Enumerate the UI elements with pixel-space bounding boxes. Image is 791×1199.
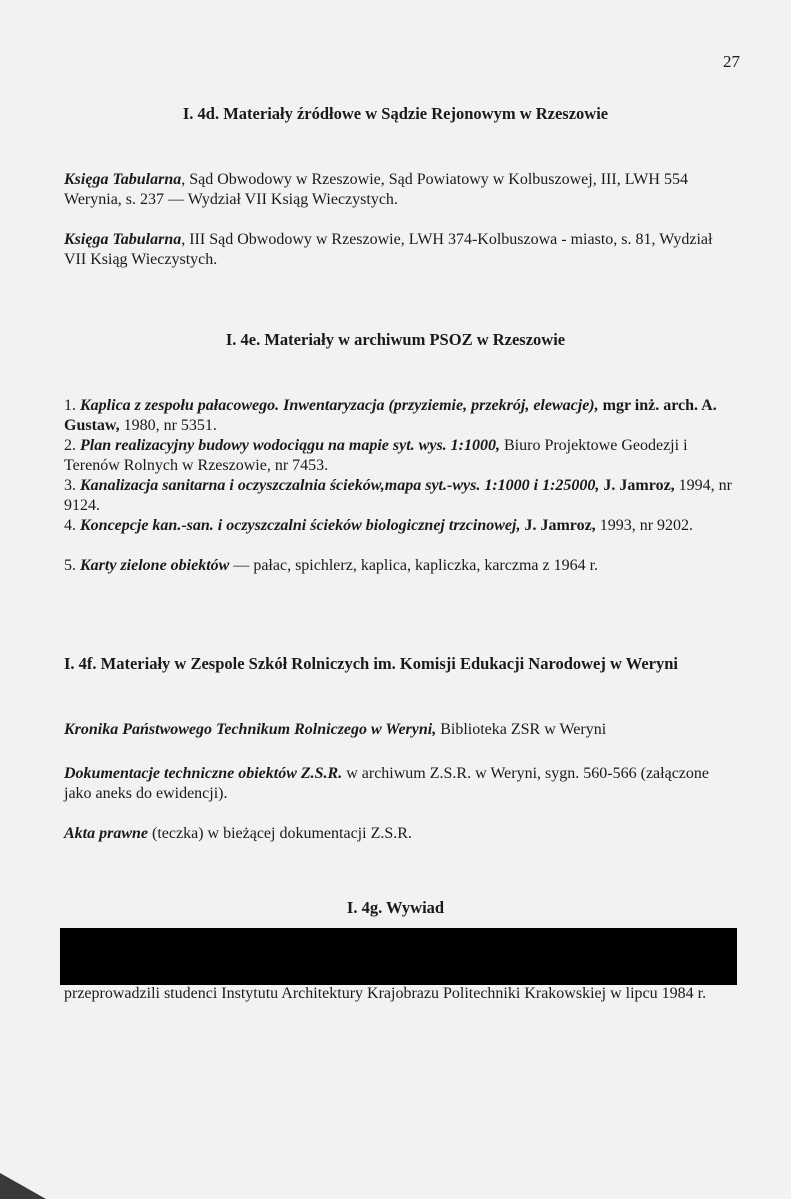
entry-text: (teczka) w bieżącej dokumentacji Z.S.R. xyxy=(148,825,412,842)
entry-text: Biblioteka ZSR w Weryni xyxy=(436,721,607,738)
interview-note: przeprowadzili studenci Instytutu Architektury Krajobrazu Politechniki Krakowskiej w lipcu 1984 r. xyxy=(64,985,707,1002)
scan-corner-shadow xyxy=(0,1173,46,1199)
section-heading-4d: I. 4d. Materiały źródłowe w Sądzie Rejonowym w Rzeszowie xyxy=(182,104,609,123)
source-entry xyxy=(64,764,732,804)
item-text: Biuro Projektowe Geodezji i Terenów Rolnych w Rzeszowie, nr 7453. xyxy=(64,437,688,474)
source-entry xyxy=(64,230,732,270)
entry-text: , III Sąd Obwodowy w Rzeszowie, LWH 374-Kolbuszowa - miasto, s. 81, Wydział VII Ksiąg Wieczystych. xyxy=(64,231,713,268)
list-item xyxy=(64,516,732,536)
source-entry xyxy=(64,170,732,210)
list-item xyxy=(64,396,732,436)
redaction-bar xyxy=(60,928,737,985)
list-item xyxy=(64,436,732,476)
item-number: 2. xyxy=(64,437,76,454)
item-number: 3. xyxy=(64,477,76,494)
entry-text: , Sąd Obwodowy w Rzeszowie, Sąd Powiatowy w Kolbuszowej, III, LWH 554 Werynia, s. 237 — Wydział VII Ksiąg Wieczystych. xyxy=(64,171,688,208)
source-entry xyxy=(64,720,732,740)
item-title: Karty zielone obiektów xyxy=(80,557,230,574)
item-title: Kaplica z zespołu pałacowego. Inwentaryzacja (przyziemie, przekrój, elewacje), xyxy=(80,397,599,414)
item-number: 4. xyxy=(64,517,76,534)
entry-title: Księga Tabularna xyxy=(64,171,182,188)
source-entry xyxy=(64,824,732,844)
entry-text: w archiwum Z.S.R. w Weryni, sygn. 560-566 (załączone jako aneks do ewidencji). xyxy=(64,765,709,802)
page-number: 27 xyxy=(723,52,740,71)
item-title: Plan realizacyjny budowy wodociągu na mapie syt. wys. 1:1000, xyxy=(80,437,500,454)
section-heading-4f: I. 4f. Materiały w Zespole Szkół Rolniczych im. Komisji Edukacji Narodowej w Weryni xyxy=(64,654,678,673)
item-text: 1980, nr 5351. xyxy=(119,417,217,434)
section-heading-4e: I. 4e. Materiały w archiwum PSOZ w Rzeszowie xyxy=(225,330,566,349)
list-item xyxy=(64,476,732,516)
item-author: mgr inż. arch. A. Gustaw, xyxy=(64,397,717,434)
item-title: Koncepcje kan.-san. i oczyszczalni ścieków biologicznej trzcinowej, xyxy=(80,517,521,534)
entry-title: Księga Tabularna xyxy=(64,231,182,248)
item-text: 1993, nr 9202. xyxy=(595,517,694,534)
item-text: — pałac, spichlerz, kaplica, kapliczka, karczma z 1964 r. xyxy=(229,557,599,574)
item-title: Kanalizacja sanitarna i oczyszczalnia ścieków,mapa syt.-wys. 1:1000 i 1:25000, xyxy=(80,477,600,494)
entry-title: Dokumentacje techniczne obiektów Z.S.R. xyxy=(64,765,343,782)
item-number: 5. xyxy=(64,557,76,574)
item-text: 1994, nr 9124. xyxy=(64,477,732,514)
entry-title: Akta prawne xyxy=(64,825,149,842)
list-item xyxy=(64,556,732,576)
item-number: 1. xyxy=(64,397,76,414)
entry-title: Kronika Państwowego Technikum Rolniczego w Weryni, xyxy=(64,721,437,738)
item-author: J. Jamroz, xyxy=(520,517,596,534)
item-author: J. Jamroz, xyxy=(599,477,675,494)
section-heading-4g: I. 4g. Wywiad xyxy=(346,898,445,917)
